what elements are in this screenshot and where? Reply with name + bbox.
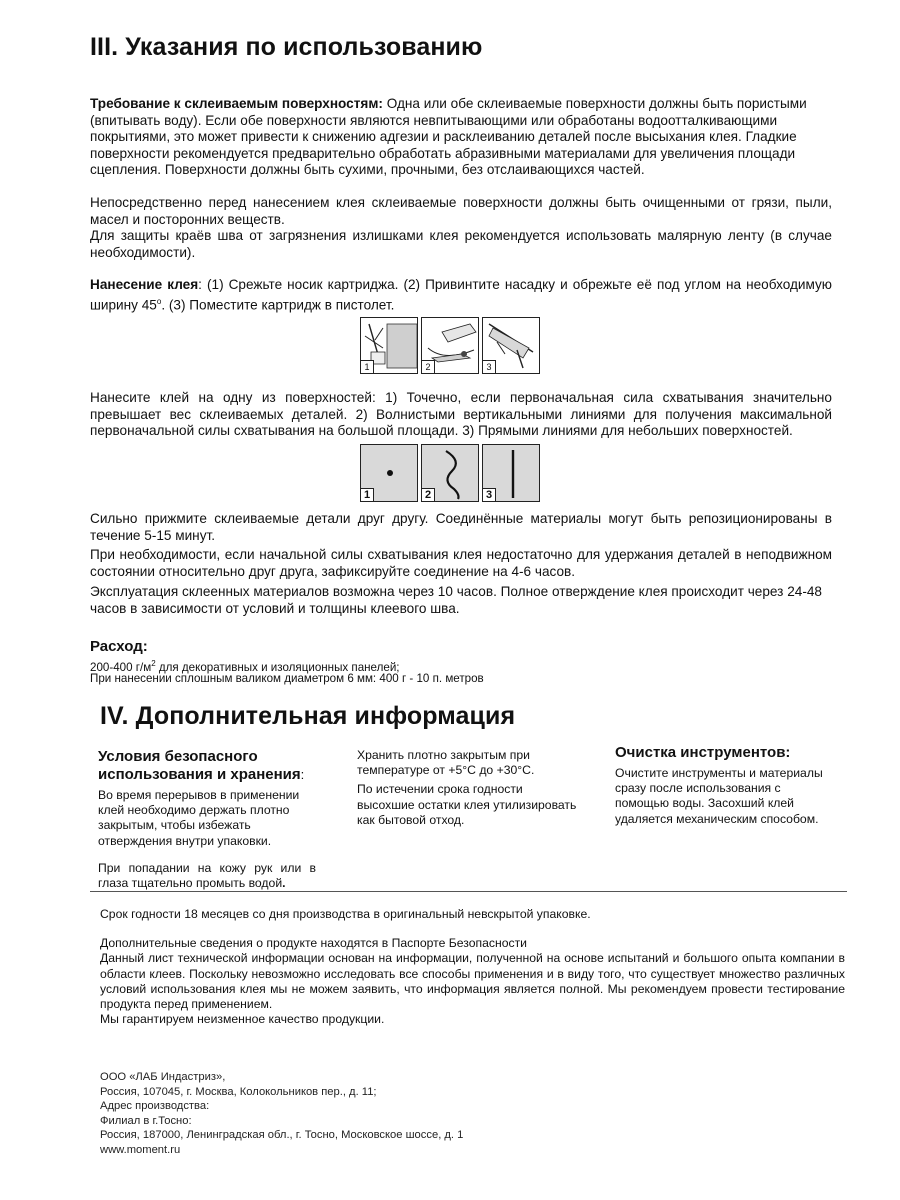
shelf-life-text: Срок годности 18 месяцев со дня производства в оригинальный невскрытой упаковке. — [100, 907, 591, 921]
consumption-line-2: При нанесении сплошным валиком диаметром 6 мм: 400 г - 10 п. метров — [90, 672, 484, 685]
additional-info-line-1: Дополнительные сведения о продукте находятся в Паспорте Безопасности — [100, 936, 527, 950]
curing-paragraph: Эксплуатация склеенных материалов возможна через 10 часов. Полное отверждение клея происходит через 24-48 часов в зависимости от условий и толщины клеевого шва. — [90, 584, 822, 616]
safety-text-2: При попадании на кожу рук или в глаза тщательно промыть водой. — [98, 860, 316, 891]
fixation-paragraph: При необходимости, если начальной силы схватывания клея недостаточно для удержания деталей в неподвижном состоянии относительно друг друга, зафиксируйте соединение на 4-6 часов. — [90, 547, 832, 579]
company-footer — [100, 1070, 463, 1158]
bead-pattern-dot — [360, 444, 418, 502]
step-number: 1 — [361, 360, 374, 373]
section-3-title: III. Указания по использованию — [90, 33, 483, 61]
cartridge-step-2 — [421, 317, 479, 374]
cartridge-step-3 — [482, 317, 540, 374]
storage-column — [357, 748, 582, 828]
safety-title: Условия безопасного использования и хранения: — [98, 748, 305, 783]
cleaning-paragraph: Непосредственно перед нанесением клея склеиваемые поверхности должны быть очищенными от грязи, пыли, масел и посторонних веществ. — [90, 195, 832, 227]
tool-cleaning-column — [615, 744, 825, 827]
safety-column — [98, 748, 328, 891]
masking-tape-paragraph: Для защиты краёв шва от загрязнения излишками клея рекомендуется использовать малярную ленту (в случае необходимости). — [90, 228, 832, 260]
cartridge-steps-figure — [360, 317, 540, 374]
bead-pattern-straight — [482, 444, 540, 502]
bead-pattern-wavy — [421, 444, 479, 502]
section-divider — [90, 891, 847, 892]
pattern-number: 2 — [422, 488, 435, 501]
bead-patterns-figure — [360, 444, 540, 502]
footer-branch-address: Россия, 187000, Ленинградская обл., г. Тосно, Московское шоссе, д. 1 — [100, 1129, 464, 1142]
footer-website[interactable]: www.moment.ru — [100, 1143, 181, 1156]
application-label: Нанесение клея — [90, 277, 199, 292]
footer-production-label: Адрес производства: — [100, 1100, 210, 1113]
pattern-number: 3 — [483, 488, 496, 501]
surface-requirements-text: Одна или обе склеиваемые поверхности должны быть пористыми (впитывать воду). Если обе поверхности являются невпитывающими или обработаны водоотталкивающими покрытиями, это может привести к снижению адгезии и расклеиванию деталей после высыхания клея. Гладкие поверхности рекомендуется предварительно обработать абразивными материалами для увеличения площади сцепления. Поверхности должны быть сухими, прочными, без отслаивающихся частей. — [90, 96, 807, 178]
storage-text-1: Хранить плотно закрытым при температуре от +5°С до +30°С. — [357, 748, 535, 778]
footer-company: ООО «ЛАБ Индастриз», — [100, 1071, 226, 1083]
footer-address: Россия, 107045, г. Москва, Колокольников пер., д. 11; — [100, 1085, 377, 1098]
consumption-title: Расход: — [90, 638, 148, 655]
step-number: 3 — [483, 360, 496, 373]
application-paragraph: Нанесение клея: (1) Срежьте носик картриджа. (2) Привинтите насадку и обрежьте её под углом на необходимую ширину $45^о$. (3) Поместите картридж в пистолет. — [90, 277, 832, 313]
press-paragraph: Сильно прижмите склеиваемые детали друг другу. Соединённые материалы могут быть репозиционированы в течение 5-15 минут. — [90, 511, 832, 543]
cartridge-step-1 — [360, 317, 418, 374]
pattern-number: 1 — [361, 488, 374, 501]
safety-text-1: Во время перерывов в применении клей необходимо держать плотно закрытым, чтобы избежать отверждения внутри упаковки. — [98, 788, 300, 848]
additional-info — [100, 936, 845, 1028]
tool-cleaning-title: Очистка инструментов: — [615, 744, 791, 761]
additional-info-guarantee: Мы гарантируем неизменное качество продукции. — [100, 1012, 385, 1027]
tool-cleaning-text: Очистите инструменты и материалы сразу после использования с помощью воды. Засохший клей удаляется механическим способом. — [615, 766, 823, 826]
surface-requirements — [90, 96, 842, 179]
bead-application-paragraph: Нанесите клей на одну из поверхностей: 1) Точечно, если первоначальная сила схватывания значительно превышает вес склеиваемых деталей. 2) Волнистыми вертикальными линиями для получения максимальной первоначальной силы схватывания на большой площади. 3) Прямыми линиями для небольших поверхностей. — [90, 390, 832, 439]
section-4-title: IV. Дополнительная информация — [100, 702, 516, 730]
step-number: 2 — [422, 360, 435, 373]
consumption-line-1: 200-400 $г/м^2$ для декоративных и изоляционных панелей; — [90, 659, 400, 674]
surface-requirements-label: Требование к склеиваемым поверхностям: — [90, 96, 383, 111]
storage-text-2: По истечении срока годности высохшие остатки клея утилизировать как бытовой отход. — [357, 782, 577, 827]
additional-info-disclaimer: Данный лист технической информации основан на информации, полученной на основе испытаний и большого опыта компании в области клеев. Поскольку невозможно исследовать все способы применения и в виду того, что существует множество различных условий использования клея мы не можем заявить, что информация является полной. Мы рекомендуем провести тестирование продукта перед применением. — [100, 951, 845, 1012]
footer-branch: Филиал в г.Тосно: — [100, 1114, 192, 1127]
